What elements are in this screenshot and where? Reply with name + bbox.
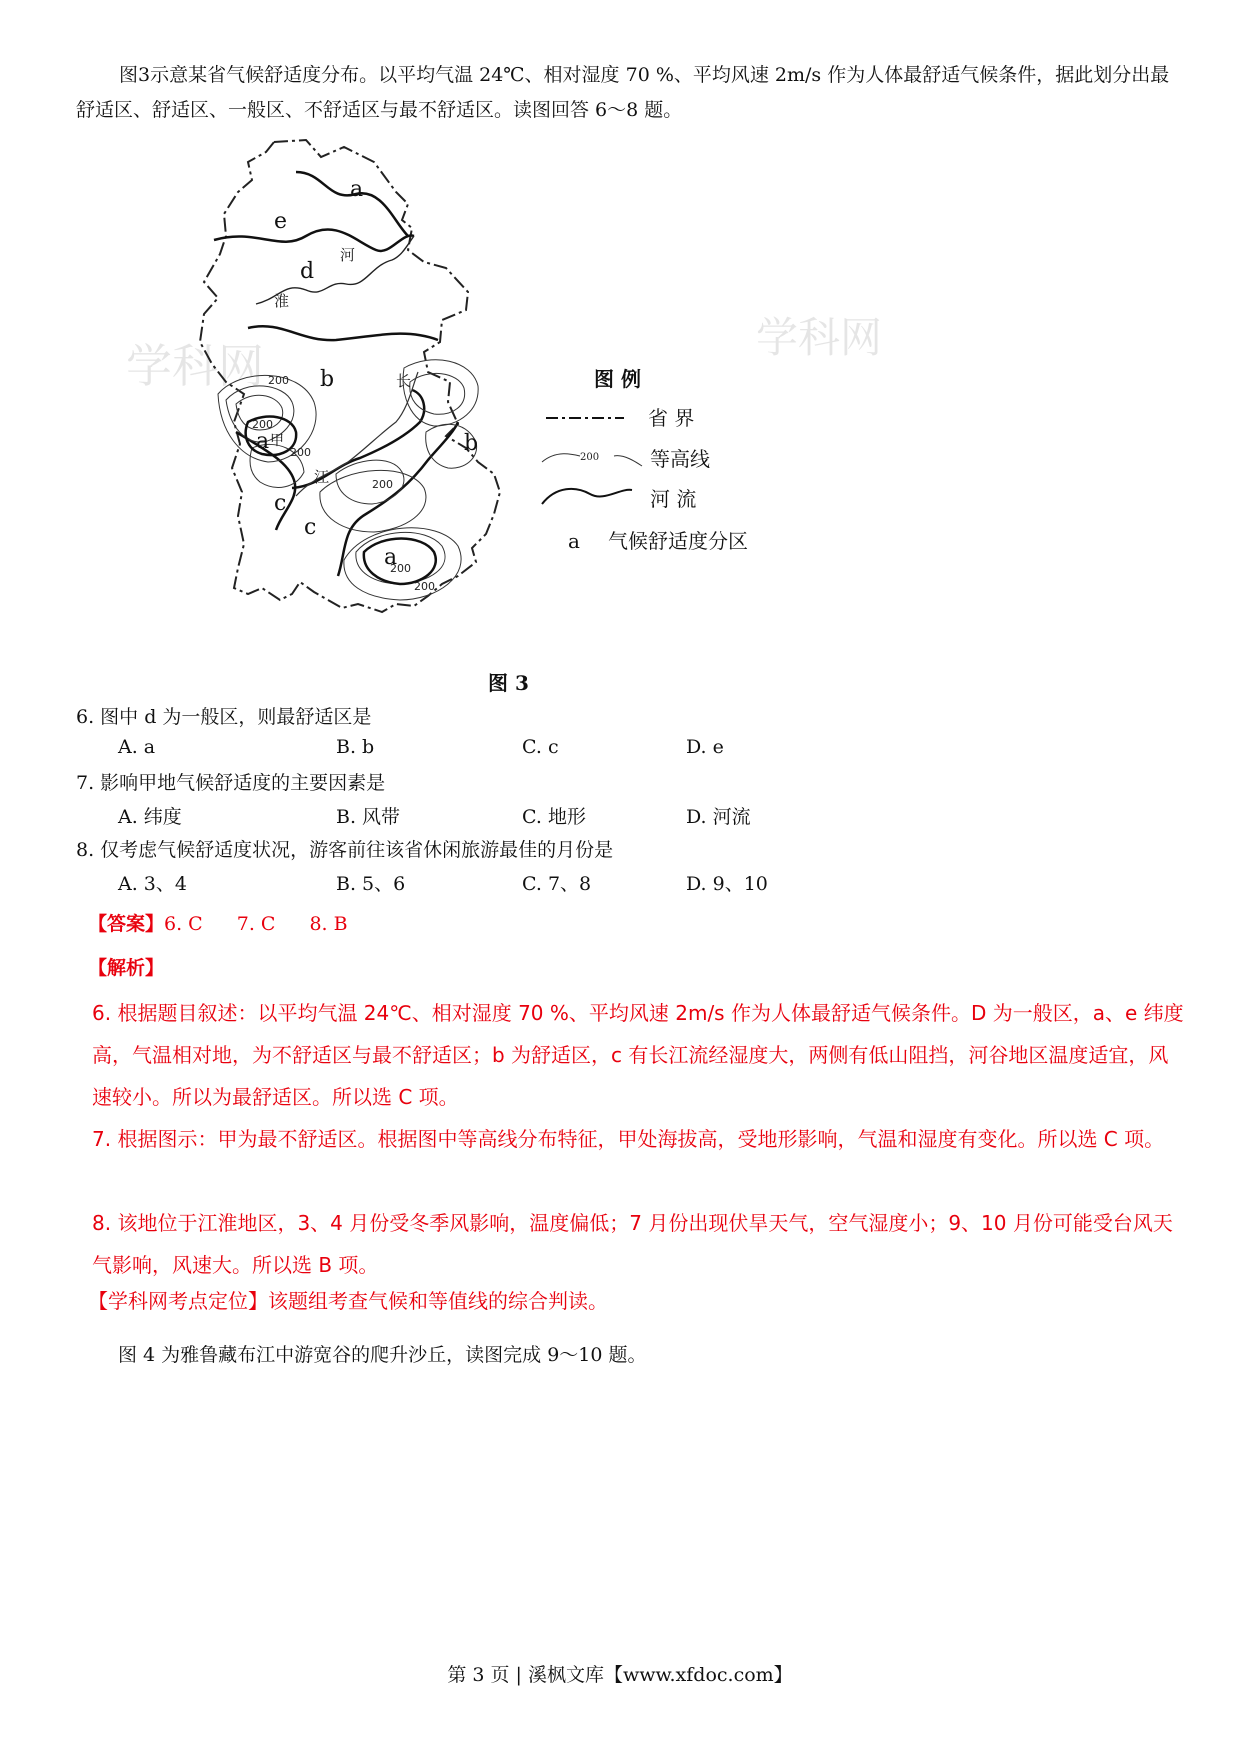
option-b: B. 风带 [336,806,401,828]
next-figure-intro: 图 4 为雅鲁藏布江中游宽谷的爬升沙丘，读图完成 9～10 题。 [118,1344,647,1366]
legend-title: 图 例 [594,367,641,391]
option-b: B. b [336,736,375,758]
contour-value: 200 [372,478,393,491]
legend-letter: a [568,529,580,553]
watermark: 学科网 [126,339,264,393]
zone-label-a-south: a [384,545,398,570]
option-d: D. 9、10 [686,873,768,895]
answer-label: 【答案】 [88,913,165,935]
option-d: D. 河流 [686,806,751,828]
exam-point: 【学科网考点定位】该题组考查气候和等值线的综合判读。 [88,1289,608,1313]
answer-item: 6. C [164,913,203,935]
zone-line-d-b [248,326,438,340]
river-char: 河 [340,246,356,264]
option-c: C. c [522,736,559,758]
analysis-paragraph-7: 7. 根据图示：甲为最不舒适区。根据图中等高线分布特征，甲处海拔高，受地形影响，气温和湿度有变化。所以选 C 项。 [92,1127,1165,1151]
analysis-paragraph-8: 8. 该地位于江淮地区，3、4 月份受冬季风影响，温度偏低；7 月份出现伏旱天气，空气湿度小；9、10 月份可能受台风天气影响，风速大。所以选 B 项。 [92,1211,1173,1277]
question-7-options [118,802,1018,832]
river-char: 江 [314,468,330,486]
option-a: A. 3、4 [118,873,187,895]
question-6-options [118,736,1018,766]
intro-paragraph: 图3示意某省气候舒适度分布。以平均气温 24℃、相对湿度 70 %、平均风速 2m/s 作为人体最舒适气候条件，据此划分出最舒适区、舒适区、一般区、不舒适区与最不舒适区。读图回答 6～8 题。 [76,64,1170,121]
map-legend [542,367,748,553]
zone-label-b: b [320,367,335,392]
answer-item: 7. C [236,913,276,935]
analysis-title: 【解析】 [88,957,165,979]
analysis-paragraph-6: 6. 根据题目叙述：以平均气温 24℃、相对湿度 70 %、平均风速 2m/s 作为人体最舒适气候条件。D 为一般区，a、e 纬度高，气温相对地，为不舒适区与最不舒适区；b 为舒适区，c 有长江流经湿度大，两侧有低山阻挡，河谷地区温度适宜，风速较小。所以为最舒适区。所以选 C 项。 [92,1001,1184,1109]
zone-label-a-jia: a [256,429,270,454]
option-c: C. 地形 [522,806,586,828]
contour-value: 200 [290,446,311,459]
contour-value: 200 [390,562,411,575]
legend-label-boundary: 省 界 [648,406,695,430]
option-b: B. 5、6 [336,873,406,895]
zone-label-b-east: b [464,431,479,456]
contour-value: 200 [252,418,273,431]
jia-label: 甲 [270,433,284,449]
answer-item: 8. B [309,913,348,935]
option-a: A. a [118,736,156,758]
climate-comfort-map [126,132,883,652]
option-a: A. 纬度 [118,806,182,828]
zone-line-b-c [236,390,424,530]
zone-label-a: a [350,177,364,202]
question-8-options [118,869,1018,899]
legend-label-contour: 等高线 [650,447,710,471]
watermark: 学科网 [756,313,883,362]
figure-caption: 图 3 [488,671,529,695]
legend-river-symbol [542,489,632,504]
zone-line-e-d [214,229,414,251]
zone-label-d: d [300,259,315,284]
option-d: D. e [686,736,724,758]
page-footer: 第 3 页 | 溪枫文库【www.xfdoc.com】 [447,1664,793,1686]
river-char: 长 [396,372,412,390]
river-char: 淮 [274,292,290,310]
question-8-stem: 8. 仅考虑气候舒适度状况，游客前往该省休闲旅游最佳的月份是 [76,839,614,861]
zone-label-c: c [274,491,287,516]
zone-label-e: e [274,209,288,234]
option-c: C. 7、8 [522,873,592,895]
zone-label-c-south: c [304,515,317,540]
answer-line [88,909,348,936]
contour-value: 200 [268,374,289,387]
question-6-stem: 6. 图中 d 为一般区，则最舒适区是 [76,706,372,728]
legend-contour-value: 200 [580,452,600,463]
contour-value: 200 [414,580,435,593]
question-7-stem: 7. 影响甲地气候舒适度的主要因素是 [76,772,386,794]
legend-label-zone: 气候舒适度分区 [608,529,748,553]
legend-label-river: 河 流 [650,487,697,511]
